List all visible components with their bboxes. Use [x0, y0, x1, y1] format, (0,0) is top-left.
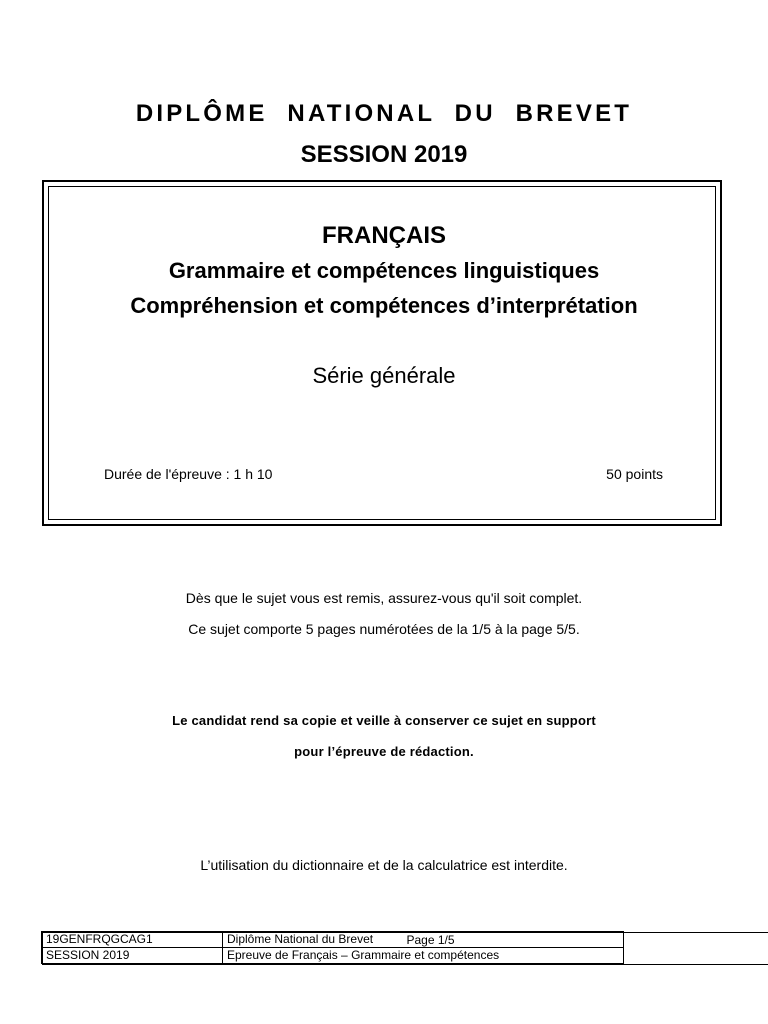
footer-code: 19GENFRQGCAG1: [42, 932, 223, 948]
subject-title: FRANÇAIS: [322, 222, 446, 249]
footer-page-number: Page 1/5: [42, 932, 768, 965]
session-heading: SESSION 2019: [300, 141, 468, 168]
subject-line-comprehension: Compréhension et compétences d’interprétation: [130, 293, 638, 318]
duration-label: Durée de l'épreuve : 1 h 10: [104, 466, 273, 482]
instruction-redaction: pour l’épreuve de rédaction.: [294, 744, 474, 759]
instruction-dictionary: L’utilisation du dictionnaire et de la calculatrice est interdite.: [200, 857, 568, 873]
points-label: 50 points: [606, 466, 663, 482]
exam-title: DIPLÔME NATIONAL DU BREVET: [135, 100, 633, 127]
instruction-complete: Dès que le sujet vous est remis, assurez-vous qu'il soit complet.: [185, 590, 583, 606]
footer-exam: Diplôme National du Brevet: [223, 932, 624, 948]
footer-row: [42, 932, 717, 948]
footer-session: SESSION 2019: [42, 948, 223, 964]
footer-table: [41, 931, 717, 964]
footer-subject: Epreuve de Français – Grammaire et compétences: [223, 948, 624, 964]
instruction-keep-subject: Le candidat rend sa copie et veille à conserver ce sujet en support: [172, 713, 596, 728]
instruction-pages: Ce sujet comporte 5 pages numérotées de la 1/5 à la page 5/5.: [188, 621, 580, 637]
subject-line-grammar: Grammaire et compétences linguistiques: [168, 258, 600, 283]
serie-label: Série générale: [312, 363, 456, 388]
